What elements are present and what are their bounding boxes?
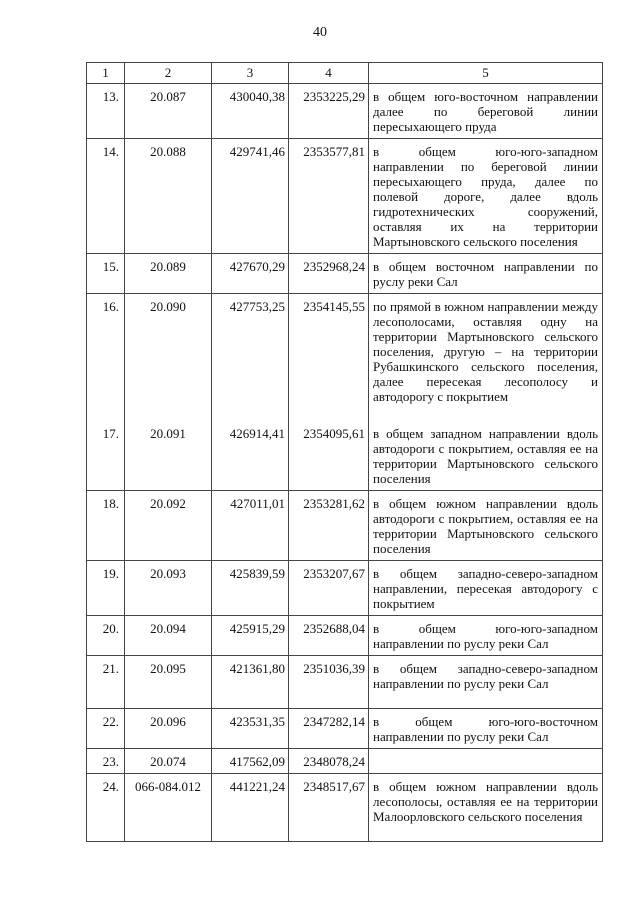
boundary-description: в общем западном направлении вдоль автодороги с покрытием, оставляя ее на территории Мартыновского сельского поселения: [369, 421, 603, 491]
boundary-description: [369, 748, 603, 773]
boundary-description: в общем западно-северо-западном направлении, пересекая автодорогу с покрытием: [369, 560, 603, 615]
table-row: [87, 748, 603, 773]
coordinate-y: 2348517,67: [289, 773, 369, 841]
table-row: [87, 560, 603, 615]
column-header: 2: [125, 63, 212, 84]
point-id: 20.088: [125, 139, 212, 254]
boundary-description: в общем юго-восточном направлении далее по береговой линии пересыхающего пруда: [369, 84, 603, 139]
table-row: [87, 655, 603, 708]
row-number: 20.: [87, 615, 125, 655]
coordinate-x: 427753,25: [212, 294, 289, 421]
coordinate-y: 2354145,55: [289, 294, 369, 421]
boundary-description: по прямой в южном направлении между лесополосами, оставляя одну на территории Мартыновского сельского поселения, другую – на территории Рубашкинского сельского поселения, далее пересекая лесополосу и автодорогу с покрытием: [369, 294, 603, 421]
point-id: 20.087: [125, 84, 212, 139]
point-id: 20.091: [125, 421, 212, 491]
coordinate-x: 427011,01: [212, 490, 289, 560]
coordinate-x: 417562,09: [212, 748, 289, 773]
point-id: 20.089: [125, 254, 212, 294]
coordinate-y: 2352688,04: [289, 615, 369, 655]
table-row: [87, 708, 603, 748]
point-id: 20.096: [125, 708, 212, 748]
row-number: 23.: [87, 748, 125, 773]
column-header: 4: [289, 63, 369, 84]
coordinate-y: 2351036,39: [289, 655, 369, 708]
row-number: 18.: [87, 490, 125, 560]
row-number: 21.: [87, 655, 125, 708]
coordinate-y: 2353225,29: [289, 84, 369, 139]
table-row: [87, 254, 603, 294]
row-number: 14.: [87, 139, 125, 254]
boundary-description: в общем южном направлении вдоль лесополосы, оставляя ее на территории Малоорловского сельского поселения: [369, 773, 603, 841]
table-row: [87, 773, 603, 841]
point-id: 20.095: [125, 655, 212, 708]
column-header: 1: [87, 63, 125, 84]
coordinate-y: 2354095,61: [289, 421, 369, 491]
table-row: [87, 139, 603, 254]
boundary-description: в общем юго-юго-восточном направлении по руслу реки Сал: [369, 708, 603, 748]
table-header-row: [87, 63, 603, 84]
point-id: 20.093: [125, 560, 212, 615]
boundary-description: в общем юго-юго-западном направлении по руслу реки Сал: [369, 615, 603, 655]
row-number: 13.: [87, 84, 125, 139]
coordinate-y: 2353577,81: [289, 139, 369, 254]
coordinate-x: 425915,29: [212, 615, 289, 655]
page-number: 40: [313, 25, 327, 40]
row-number: 24.: [87, 773, 125, 841]
coordinate-x: 425839,59: [212, 560, 289, 615]
boundary-description: в общем восточном направлении по руслу реки Сал: [369, 254, 603, 294]
point-id: 20.094: [125, 615, 212, 655]
column-header: 5: [369, 63, 603, 84]
table-row: [87, 421, 603, 491]
coordinate-x: 430040,38: [212, 84, 289, 139]
row-number: 22.: [87, 708, 125, 748]
row-number: 19.: [87, 560, 125, 615]
coordinate-y: 2353207,67: [289, 560, 369, 615]
table-row: [87, 615, 603, 655]
coordinate-x: 423531,35: [212, 708, 289, 748]
coordinate-x: 427670,29: [212, 254, 289, 294]
boundary-points-table: [86, 62, 603, 842]
table-row: [87, 294, 603, 421]
row-number: 15.: [87, 254, 125, 294]
boundary-description: в общем юго-юго-западном направлении по береговой линии пересыхающего пруда, далее по полевой дороге, далее вдоль гидротехнических сооружений, оставляя их на территории Мартыновского сельского поселения: [369, 139, 603, 254]
row-number: 16.: [87, 294, 125, 421]
coordinate-x: 426914,41: [212, 421, 289, 491]
coordinate-x: 441221,24: [212, 773, 289, 841]
column-header: 3: [212, 63, 289, 84]
table-row: [87, 490, 603, 560]
coordinate-y: 2347282,14: [289, 708, 369, 748]
point-id: 20.074: [125, 748, 212, 773]
coordinate-y: 2348078,24: [289, 748, 369, 773]
boundary-description: в общем западно-северо-западном направлении по руслу реки Сал: [369, 655, 603, 708]
coordinate-x: 421361,80: [212, 655, 289, 708]
boundary-description: в общем южном направлении вдоль автодороги с покрытием, оставляя ее на территории Мартыновского сельского поселения: [369, 490, 603, 560]
point-id: 20.090: [125, 294, 212, 421]
coordinate-y: 2352968,24: [289, 254, 369, 294]
coordinate-y: 2353281,62: [289, 490, 369, 560]
point-id: 066-084.012: [125, 773, 212, 841]
row-number: 17.: [87, 421, 125, 491]
point-id: 20.092: [125, 490, 212, 560]
coordinate-x: 429741,46: [212, 139, 289, 254]
table-row: [87, 84, 603, 139]
